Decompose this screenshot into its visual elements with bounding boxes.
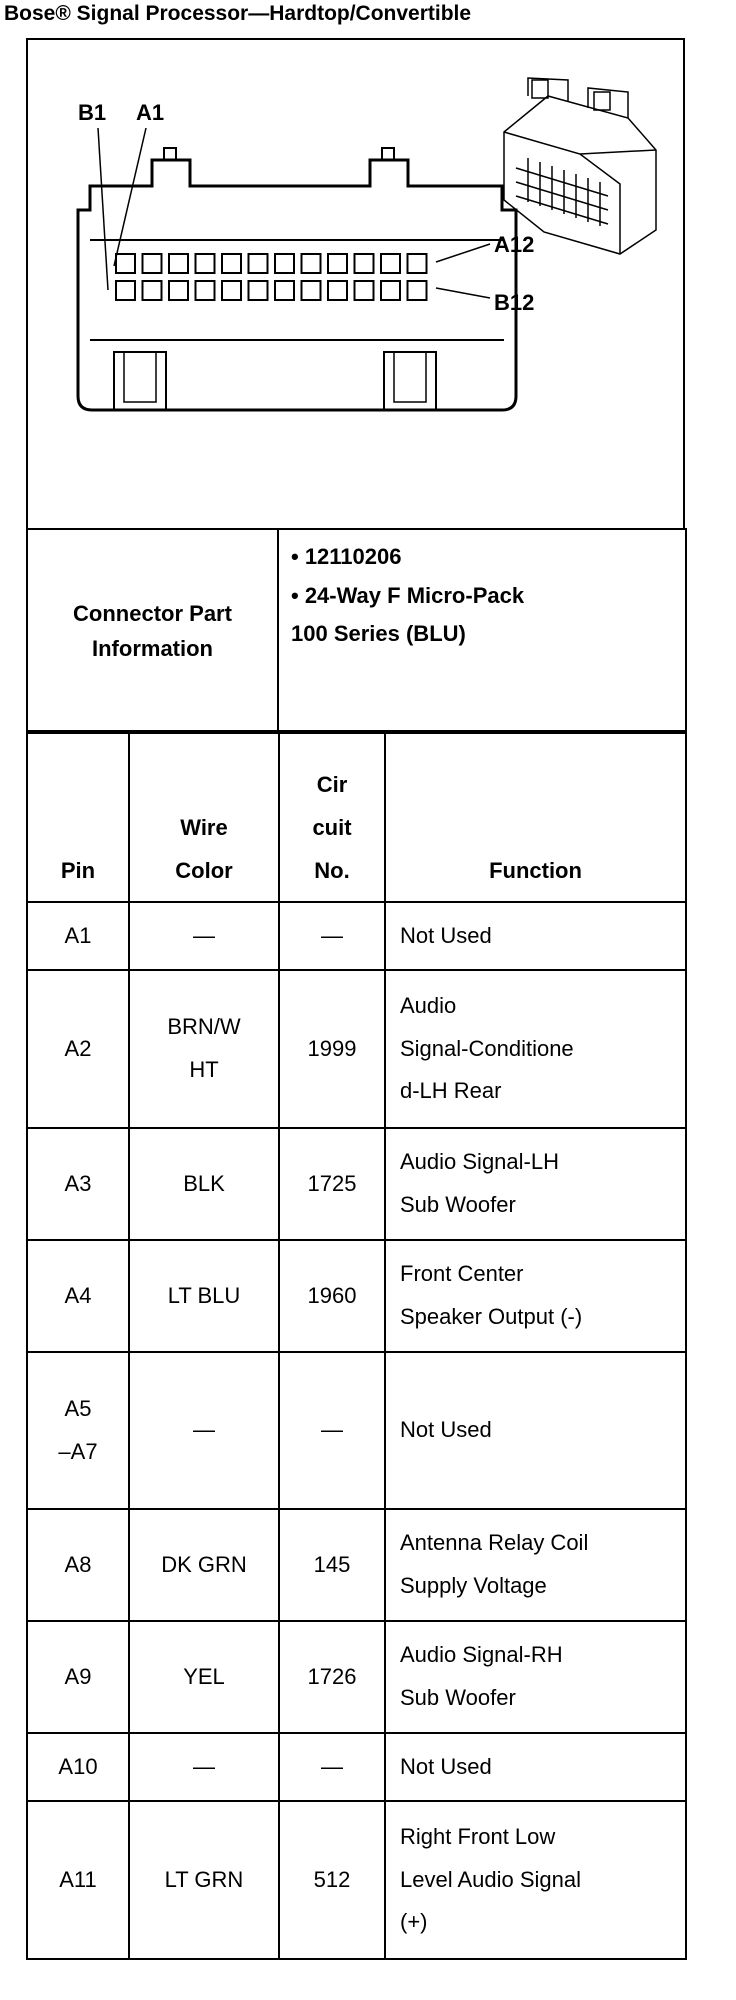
b1-leader: [98, 128, 108, 290]
cell-circuit-no: [279, 1621, 385, 1733]
cell-function: [385, 1733, 686, 1801]
cell-pin: [27, 970, 129, 1128]
bottom-left-lock-inner: [124, 352, 156, 402]
table-row: [27, 1621, 686, 1733]
connector-face-illustration: [28, 40, 683, 528]
cell-function-text: d-LH Rear: [400, 1078, 502, 1104]
bottom-right-lock-inner: [394, 352, 426, 402]
cell-wire-color-text: BLK: [183, 1170, 225, 1196]
a1-leader: [114, 128, 146, 266]
cell-function-text: Antenna Relay Coil: [400, 1530, 589, 1556]
pin-cavity: [328, 254, 347, 273]
cell-function-text: Not Used: [400, 1417, 492, 1443]
cell-function-text: (+): [400, 1909, 428, 1935]
cell-circuit-no: [279, 970, 385, 1128]
cell-function-text: Speaker Output (-): [400, 1304, 583, 1329]
pin-cavity: [249, 281, 268, 300]
pin-rows: [27, 902, 686, 1959]
cell-wire-color: [129, 1733, 279, 1801]
part-number: • 12110206: [291, 544, 402, 569]
cell-circuit-no-text: —: [321, 1417, 343, 1443]
table-row: [27, 1352, 686, 1509]
connector-info-heading: [27, 529, 278, 733]
pin-cavity: [143, 254, 162, 273]
cell-circuit-no-text: 512: [313, 1866, 351, 1892]
cell-pin-text: A9: [64, 1663, 92, 1689]
cell-function: [385, 902, 686, 970]
cell-circuit-no: [279, 1352, 385, 1509]
cell-wire-color-text: LT BLU: [167, 1282, 241, 1308]
connector-3d-view-icon: [504, 78, 656, 254]
heading-line: Connector Part: [73, 600, 232, 626]
pinout-table: [26, 730, 687, 1960]
cell-circuit-no-text: 1960: [307, 1282, 357, 1308]
connector-part-information: [26, 528, 687, 734]
connector-info-values: [278, 529, 686, 733]
pin-cavity: [302, 254, 321, 273]
cell-function: [385, 1509, 686, 1621]
cell-circuit-no-text: —: [321, 922, 343, 948]
table-row: [27, 1733, 686, 1801]
cell-circuit-no-text: 1999: [307, 1035, 357, 1061]
cell-function-text: Signal-Conditione: [400, 1035, 574, 1061]
cell-wire-color: [129, 1621, 279, 1733]
cell-pin-text: A11: [59, 1866, 97, 1892]
b12-leader: [436, 288, 490, 298]
cell-function-text: Front Center: [400, 1261, 524, 1287]
cell-wire-color: [129, 1509, 279, 1621]
cell-function-text: Audio Signal-RH: [400, 1642, 563, 1668]
pin-cavity: [169, 254, 188, 273]
cell-wire-color-text: HT: [189, 1057, 219, 1082]
cell-pin: [27, 1240, 129, 1352]
pin-cavity: [408, 281, 427, 300]
cell-wire-color: [129, 1128, 279, 1240]
pin-row-b: [116, 281, 427, 300]
cell-pin-text: A2: [64, 1035, 92, 1061]
header-circuit-no: Cir cuit No.: [279, 731, 385, 902]
cell-wire-color-text: LT GRN: [164, 1866, 244, 1892]
pin-cavity: [302, 281, 321, 300]
cell-pin-text: A8: [64, 1551, 92, 1577]
cell-pin-text: –A7: [58, 1438, 98, 1464]
pin-cavity: [355, 254, 374, 273]
cell-wire-color: [129, 1352, 279, 1509]
cell-pin: [27, 1801, 129, 1959]
header-wire-color: Wire Color: [129, 731, 279, 902]
cell-function-text: Right Front Low: [400, 1823, 556, 1849]
pin-cavity: [196, 254, 215, 273]
cell-function: [385, 1621, 686, 1733]
part-description: • 24-Way F Micro-Pack: [291, 582, 525, 608]
page-title: Bose® Signal Processor—Hardtop/Convertible: [4, 2, 472, 25]
cell-function-text: Sub Woofer: [400, 1685, 516, 1710]
cell-pin: [27, 902, 129, 970]
cell-circuit-no: [279, 1509, 385, 1621]
cell-circuit-no: [279, 1801, 385, 1959]
pin-cavity: [328, 281, 347, 300]
cell-wire-color-text: —: [193, 1753, 215, 1779]
cell-pin: [27, 1733, 129, 1801]
pin-cavity: [381, 281, 400, 300]
pin-cavity: [275, 254, 294, 273]
cell-circuit-no-text: 1725: [307, 1170, 357, 1196]
pin-cavity: [222, 254, 241, 273]
cell-wire-color: [129, 1801, 279, 1959]
right-latch: [382, 148, 394, 160]
cell-wire-color-text: —: [193, 1417, 215, 1443]
label-b1: B1: [78, 100, 107, 125]
label-a1: A1: [136, 100, 165, 125]
pin-cavity: [408, 254, 427, 273]
header-pin: Pin: [27, 731, 129, 902]
cell-wire-color-text: —: [193, 922, 215, 948]
cell-pin: [27, 1128, 129, 1240]
table-row: [27, 1240, 686, 1352]
a12-leader: [436, 244, 490, 262]
header-row: [27, 731, 686, 902]
table-row: [27, 1509, 686, 1621]
cell-function-text: Sub Woofer: [400, 1192, 516, 1217]
table-row: [27, 970, 686, 1128]
cell-function-text: Supply Voltage: [400, 1573, 547, 1598]
cell-function: [385, 970, 686, 1128]
cell-pin-text: A1: [64, 922, 92, 948]
cell-function-text: Not Used: [400, 922, 492, 948]
table-row: [27, 1801, 686, 1959]
header-function: Function: [385, 731, 686, 902]
cell-wire-color-text: BRN/W: [167, 1014, 241, 1040]
cell-pin-text: A3: [64, 1170, 92, 1196]
part-series: 100 Series (BLU): [291, 621, 466, 646]
pin-cavity: [355, 281, 374, 300]
pin-cavity: [275, 281, 294, 300]
cell-circuit-no-text: 1726: [307, 1663, 357, 1689]
heading-line: Information: [92, 636, 213, 661]
cell-pin: [27, 1509, 129, 1621]
cell-circuit-no-text: —: [321, 1753, 343, 1779]
cell-wire-color: [129, 1240, 279, 1352]
cell-function: [385, 1240, 686, 1352]
cell-function: [385, 1352, 686, 1509]
pin-cavity: [222, 281, 241, 300]
table-row: [27, 902, 686, 970]
pin-cavity: [196, 281, 215, 300]
cell-function-text: Audio Signal-LH: [400, 1149, 559, 1175]
left-latch: [164, 148, 176, 160]
cell-circuit-no: [279, 1128, 385, 1240]
cell-pin: [27, 1352, 129, 1509]
cell-circuit-no: [279, 902, 385, 970]
pin-cavity: [381, 254, 400, 273]
cell-pin: [27, 1621, 129, 1733]
cell-pin-text: A4: [64, 1282, 92, 1308]
cell-circuit-no: [279, 1240, 385, 1352]
pin-cavity: [143, 281, 162, 300]
cell-function: [385, 1128, 686, 1240]
cell-pin-text: A5: [64, 1395, 92, 1421]
cell-function: [385, 1801, 686, 1959]
cell-wire-color: [129, 970, 279, 1128]
cell-function-text: Not Used: [400, 1753, 492, 1779]
cell-pin-text: A10: [58, 1753, 98, 1779]
connector-diagram: [26, 38, 685, 530]
table-row: [27, 1128, 686, 1240]
label-a12: A12: [494, 232, 535, 257]
cell-wire-color-text: DK GRN: [161, 1551, 247, 1577]
cell-function-text: Audio: [400, 992, 457, 1018]
label-b12: B12: [494, 290, 535, 315]
cell-wire-color-text: YEL: [183, 1663, 225, 1689]
connector-outline: [78, 160, 516, 410]
pin-row-a: [116, 254, 427, 273]
pin-cavity: [169, 281, 188, 300]
cell-function-text: Level Audio Signal: [400, 1866, 582, 1892]
pin-cavity: [116, 281, 135, 300]
cell-circuit-no: [279, 1733, 385, 1801]
pin-cavity: [249, 254, 268, 273]
cell-wire-color: [129, 902, 279, 970]
pin-cavity: [116, 254, 135, 273]
cell-circuit-no-text: 145: [313, 1551, 351, 1577]
